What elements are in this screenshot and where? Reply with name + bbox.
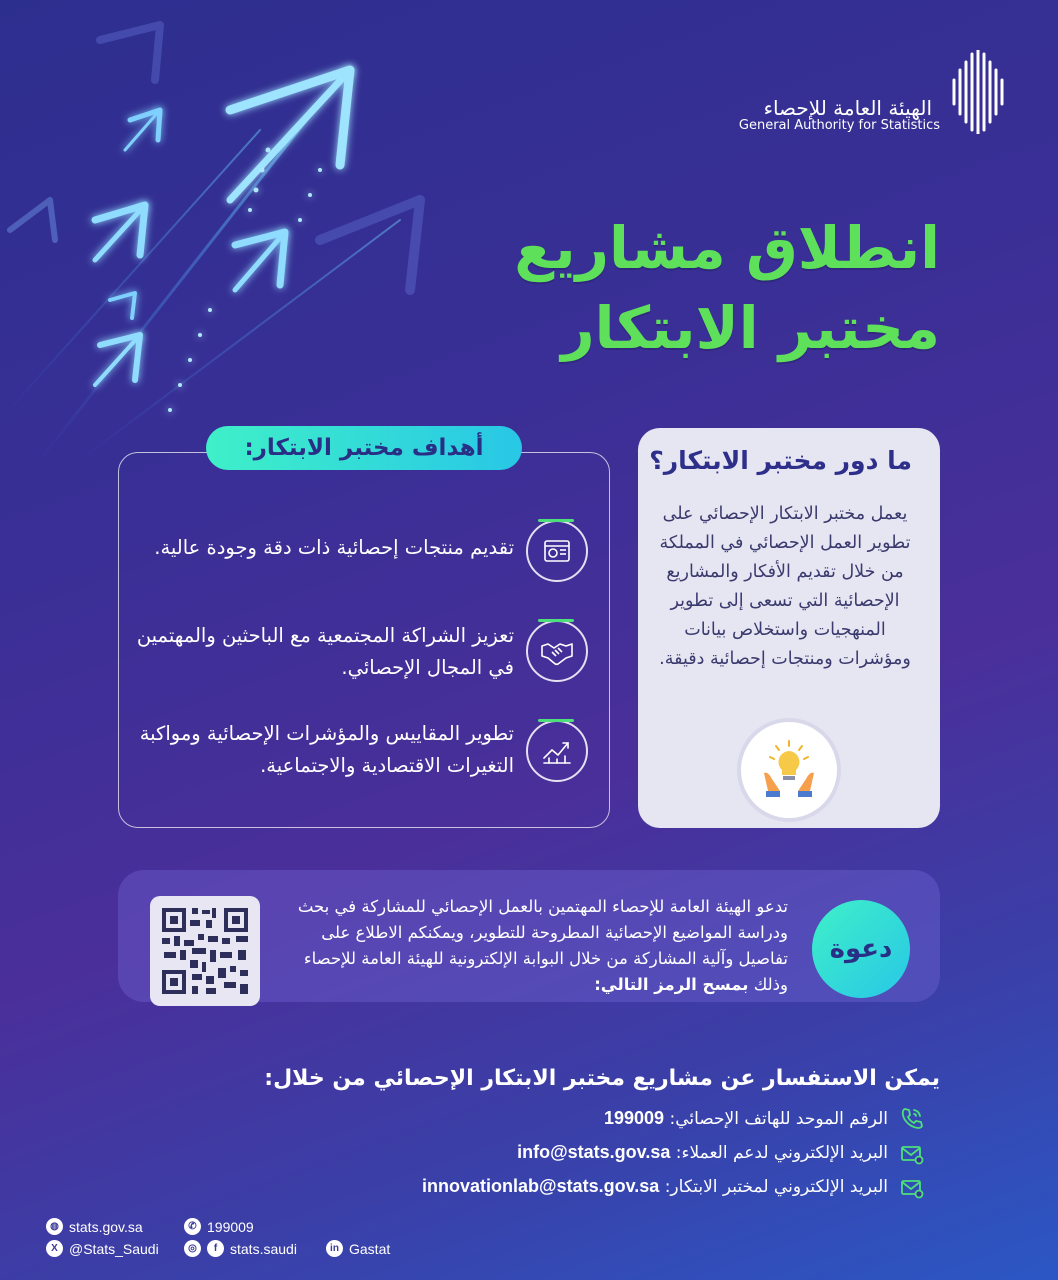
invitation-emphasis: بمسح الرمز التالي: [594,975,749,994]
growth-chart-icon [526,720,588,782]
org-name-arabic: الهيئة العامة للإحصاء [763,96,932,120]
phone-icon: ✆ [184,1218,201,1235]
contact-label: البريد الإلكتروني لمختبر الابتكار: [664,1177,888,1197]
instagram-icon: ◎ [184,1240,201,1257]
goals-title-badge: أهداف مختبر الابتكار: [206,426,522,470]
invitation-text [278,894,788,998]
footer-phone-text: 199009 [207,1218,254,1235]
globe-icon: ◍ [46,1218,63,1235]
goal-item-2: تعزيز الشراكة المجتمعية مع الباحثين والمهتمين في المجال الإحصائي. [136,624,514,679]
invitation-badge: دعوة [812,900,910,998]
x-twitter-icon: X [46,1240,63,1257]
role-title: ما دور مختبر الابتكار؟ [649,446,912,475]
facebook-icon: f [207,1240,224,1257]
goal-item-3: تطوير المقاييس والمؤشرات الإحصائية ومواكبة التغيرات الاقتصادية والاجتماعية. [139,722,514,777]
contact-label: البريد الإلكتروني لدعم العملاء: [675,1143,888,1163]
footer-twitter[interactable] [46,1240,159,1257]
footer-linkedin-text: Gastat [349,1240,391,1257]
footer-phone[interactable] [184,1218,254,1235]
title-line-2: مختبر الابتكار [561,294,940,362]
lab-email-link[interactable]: innovationlab@stats.gov.sa [422,1176,660,1196]
lightbulb-hands-icon [741,722,837,818]
footer-social[interactable] [184,1240,297,1257]
handshake-icon [526,620,588,682]
contact-phone-value[interactable]: 199009 [604,1108,665,1128]
contact-label: الرقم الموحد للهاتف الإحصائي: [669,1109,888,1129]
qr-code[interactable] [150,896,260,1006]
role-description: يعمل مختبر الابتكار الإحصائي على تطوير العمل الإحصائي في المملكة من خلال تقديم الأفكار والمشاريع الإحصائية التي تسعى إلى تطوير المنهجيات واستخلاص بيانات ومؤشرات ومنتجات إحصائية دقيقة. [659,504,911,669]
support-email-link[interactable]: info@stats.gov.sa [517,1142,671,1162]
gastat-logo-icon [948,50,1008,134]
role-card [638,428,940,828]
linkedin-icon: in [326,1240,343,1257]
contact-row-support-email [517,1142,888,1163]
org-name-english: General Authority for Statistics [738,118,940,133]
dashboard-icon [526,520,588,582]
invitation-body: تدعو الهيئة العامة للإحصاء المهتمين بالعمل الإحصائي للمشاركة في بحث ودراسة المواضيع الإحصائية المطروحة للتطوير، ويمكنكم الاطلاع على تفاصيل وآلية المشاركة من خلال البوابة الإلكترونية للهيئة العامة للإحصاء وذلك [297,897,788,994]
contact-heading: يمكن الاستفسار عن مشاريع مختبر الابتكار الإحصائي من خلال: [264,1066,940,1091]
footer-website-text: stats.gov.sa [69,1218,143,1235]
contact-row-lab-email [422,1176,888,1197]
footer-linkedin[interactable] [326,1240,390,1257]
page-title [420,208,940,368]
contact-row-phone [604,1108,888,1129]
footer-twitter-text: @Stats_Saudi [69,1240,159,1257]
email-icon [900,1176,924,1200]
footer-website[interactable] [46,1218,143,1235]
footer-social-text: stats.saudi [230,1240,297,1257]
email-icon [900,1142,924,1166]
title-line-1: انطلاق مشاريع [514,214,940,282]
phone-icon [900,1106,924,1130]
goal-item-1: تقديم منتجات إحصائية ذات دقة وجودة عالية. [154,536,514,559]
